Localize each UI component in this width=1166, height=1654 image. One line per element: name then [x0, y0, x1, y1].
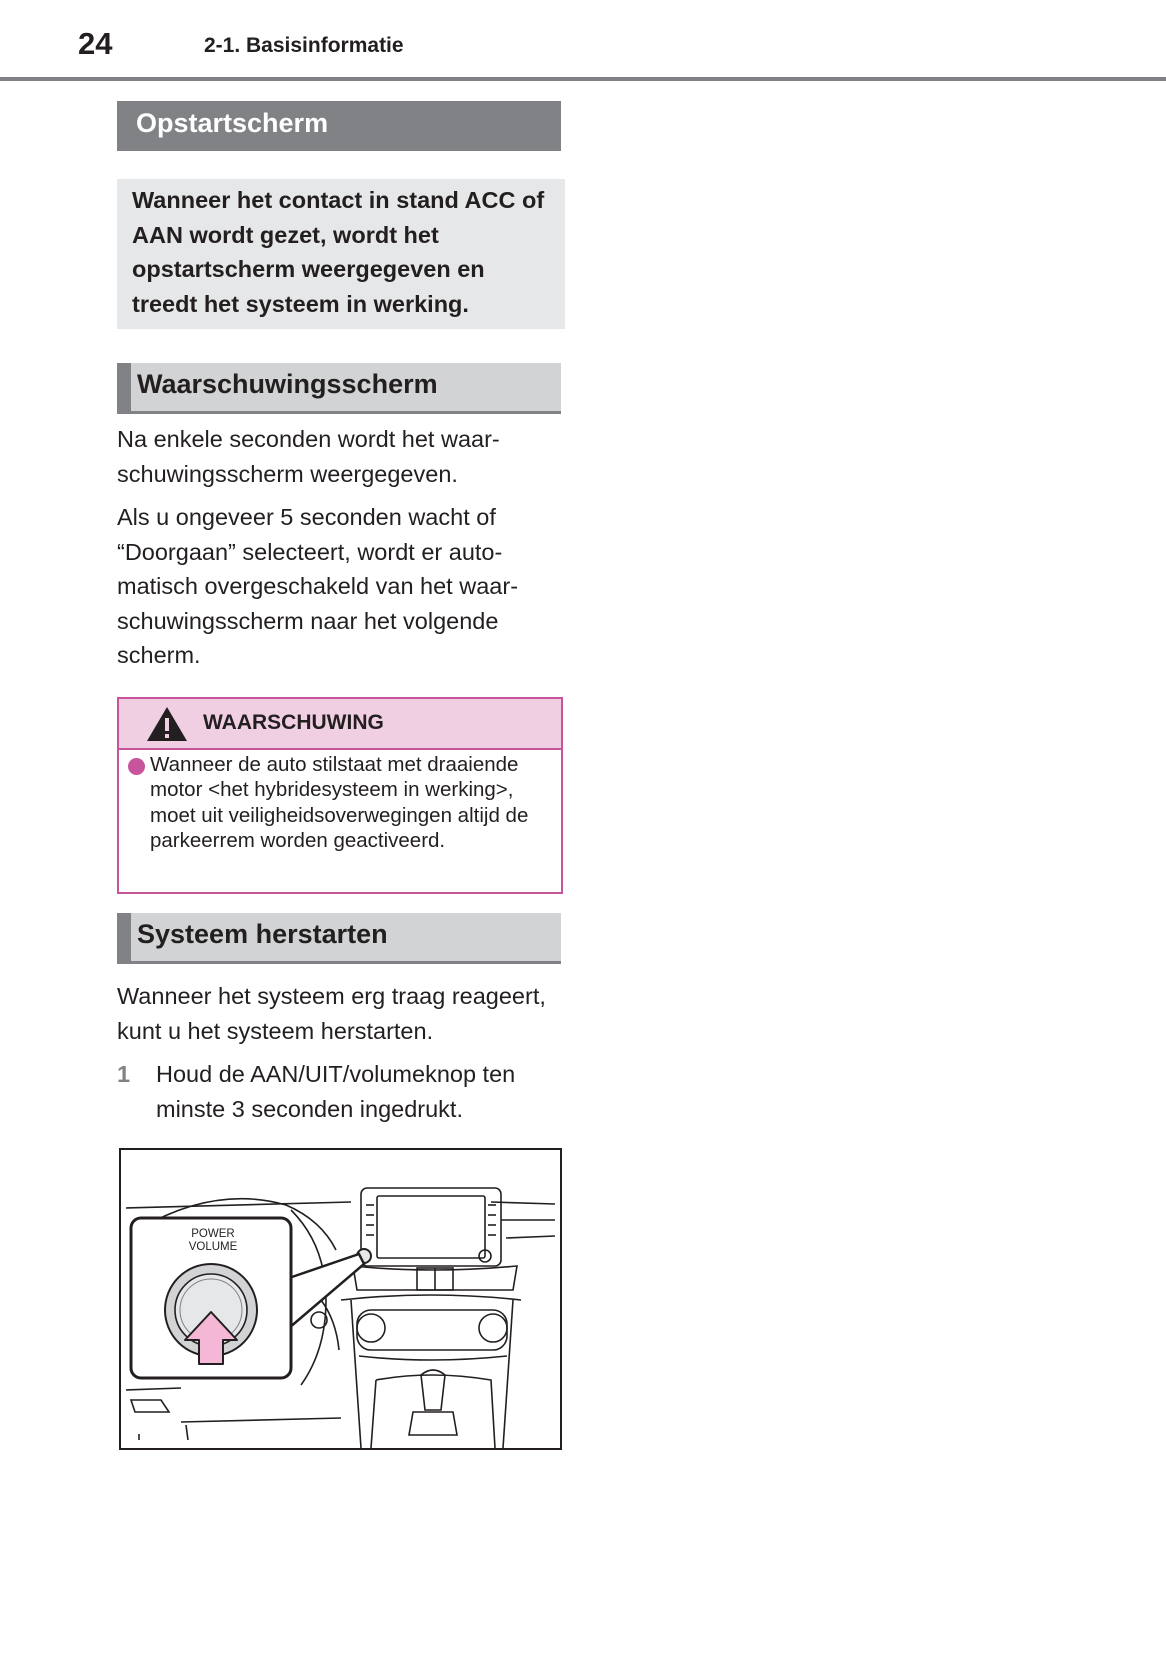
warning-screen-para-1: Na enkele seconden wordt het waarschuwingsscherm weergegeven.	[117, 426, 500, 487]
warning-screen-heading-text: Waarschuwingsscherm	[137, 369, 438, 399]
power-label-line-1: POWER	[191, 1228, 235, 1240]
warning-box-header	[119, 699, 561, 750]
restart-heading	[117, 913, 561, 964]
dashboard-drawing	[121, 1150, 560, 1448]
heading-accent	[117, 363, 131, 411]
step-number: 1	[117, 1061, 131, 1087]
warning-box-text: Wanneer de auto stilstaat met draaiende motor <het hybridesysteem in werking>, moet uit veiligheidsoverwegingen altijd de parkeerrem worden geactiveerd.	[150, 753, 529, 852]
main-title: Opstartscherm	[136, 108, 329, 138]
warning-screen-para-2: Als u ongeveer 5 seconden wacht of “Doorgaan” selecteert, wordt er automatisch overgeschakeld van het waarschuwingsscherm naar het volgende scherm.	[117, 504, 519, 668]
intro-text: Wanneer het contact in stand ACC of AAN wordt gezet, wordt het opstartscherm weergegeven en treedt het systeem in werking.	[132, 187, 545, 317]
section-title: 2-1. Basisinformatie	[204, 34, 404, 57]
dashboard-illustration	[119, 1148, 562, 1450]
page-number: 24	[78, 26, 113, 61]
power-label-line-2: VOLUME	[188, 1241, 238, 1253]
warning-box-title: WAARSCHUWING	[203, 711, 384, 734]
warning-box	[117, 697, 563, 894]
restart-heading-text: Systeem herstarten	[137, 919, 388, 949]
warning-screen-heading	[117, 363, 561, 414]
header-rule	[0, 77, 1166, 81]
step-text: Houd de AAN/UIT/volumeknop ten minste 3 seconden ingedrukt.	[156, 1061, 516, 1122]
main-title-bar	[117, 101, 561, 151]
bullet-icon	[128, 758, 145, 775]
restart-para: Wanneer het systeem erg traag reageert, kunt u het systeem herstarten.	[117, 983, 546, 1044]
warning-triangle-icon	[145, 705, 189, 743]
intro-box	[117, 179, 565, 329]
heading-accent	[117, 913, 131, 961]
